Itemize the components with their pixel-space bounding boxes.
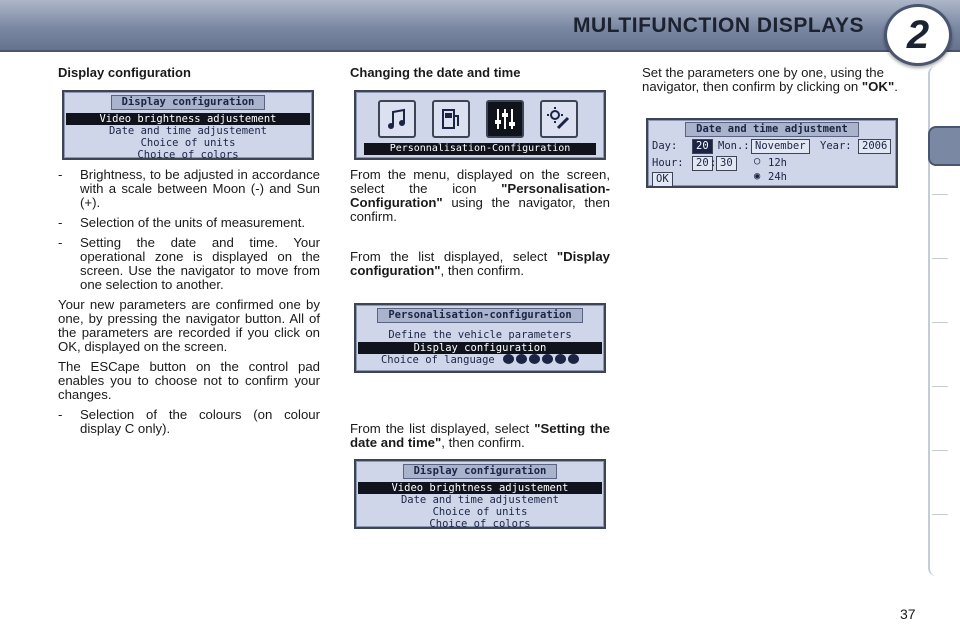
- list-item: - Brightness, to be adjusted in accordance with a scale between Moon (-) and Sun (+).: [58, 167, 320, 210]
- screen-menu-item: Date and time adjustement: [400, 494, 560, 506]
- language-flag-icon: [516, 354, 527, 364]
- sun-wrench-icon: [540, 100, 578, 138]
- paragraph: Your new parameters are confirmed one by one, by pressing the navigator button. All of the parameters are recorded if you click on OK, displayed on the screen.: [58, 297, 320, 354]
- day-field: 20: [692, 139, 713, 154]
- personalisation-config-screen: [354, 303, 606, 373]
- screen-menu-item: Date and time adjustement: [108, 125, 268, 137]
- page-title: MULTIFUNCTION DISPLAYS: [572, 14, 864, 37]
- section-heading: Display configuration: [58, 65, 191, 80]
- paragraph: The ESCape button on the control pad enables you to choose not to confirm your changes.: [58, 359, 320, 402]
- screen-title: Personalisation-configuration: [377, 308, 582, 323]
- day-label: Day:: [652, 140, 678, 152]
- paragraph: Set the parameters one by one, using the navigator, then confirm by clicking on "OK".: [642, 65, 898, 94]
- month-label: Mon.:: [718, 140, 750, 152]
- year-field: 2006: [858, 139, 891, 154]
- list-item: - Selection of the colours (on colour display C only).: [58, 407, 320, 436]
- display-config-screen-2: [354, 459, 606, 529]
- format-24h-label: 24h: [768, 171, 787, 183]
- date-time-screen: Date and time adjustment Day: 20 Mon.: November Year: 2006 Hour: 20 : 30 ○ 12h ◉ 24h OK: [646, 118, 898, 188]
- column-display-configuration: [58, 66, 320, 80]
- minute-field: 30: [716, 156, 737, 171]
- month-field: November: [751, 139, 810, 154]
- ok-button: OK: [652, 172, 673, 187]
- display-config-screen: [62, 90, 314, 160]
- screen-menu-item: Choice of units: [432, 506, 528, 518]
- column-1-body: [58, 168, 320, 436]
- screen-menu-item: Define the vehicle parameters: [388, 329, 572, 341]
- menu-footer-label: Personnalisation-Configuration: [364, 143, 596, 155]
- language-flag-icon: [529, 354, 540, 364]
- language-flag-icon: [568, 354, 579, 364]
- language-flag-icon: [542, 354, 553, 364]
- screen-menu-item: Choice of colors: [429, 518, 531, 530]
- language-flag-icon: [555, 354, 566, 364]
- screen-title: Date and time adjustment: [685, 122, 859, 137]
- section-heading: Changing the date and time: [350, 65, 521, 80]
- paragraph: From the list displayed, select "Setting the date and time", then confirm.: [350, 421, 610, 450]
- paragraph: From the menu, displayed on the screen, select the icon "Personalisation-Configuration" using the navigator, then confirm.: [350, 167, 610, 224]
- personalisation-menu-screen: [354, 90, 606, 160]
- language-flag-icon: [503, 354, 514, 364]
- screen-menu-item: Choice of language: [356, 354, 604, 366]
- fuel-pump-icon: [432, 100, 470, 138]
- chapter-tab-active: [928, 126, 960, 166]
- column-changing-date-time: [350, 66, 612, 80]
- hour-field: 20: [692, 156, 713, 171]
- chapter-header: [0, 0, 960, 52]
- screen-menu-item-selected: Display configuration: [358, 342, 602, 354]
- page-number: 37: [900, 606, 916, 622]
- hour-label: Hour:: [652, 157, 684, 169]
- list-item: - Selection of the units of measurement.: [58, 215, 306, 230]
- music-note-icon: [378, 100, 416, 138]
- screen-menu-item-selected: Video brightness adjustement: [358, 482, 602, 494]
- screen-title: Display configuration: [403, 464, 558, 479]
- year-label: Year:: [820, 140, 852, 152]
- list-item: - Setting the date and time. Your operational zone is displayed on the screen. Use the navigator to move from one selection to another.: [58, 235, 320, 292]
- sliders-icon: [486, 100, 524, 138]
- format-12h-label: 12h: [768, 157, 787, 169]
- screen-menu-item-selected: Video brightness adjustement: [66, 113, 310, 125]
- radio-24h-selected-icon: ◉: [754, 170, 761, 182]
- chapter-number-badge: 2: [884, 4, 952, 66]
- screen-menu-item: Choice of colors: [137, 149, 239, 161]
- screen-title: Display configuration: [111, 95, 266, 110]
- paragraph: From the list displayed, select "Display configuration", then confirm.: [350, 249, 610, 278]
- radio-12h-icon: ○: [754, 155, 761, 167]
- screen-menu-item: Choice of units: [140, 137, 236, 149]
